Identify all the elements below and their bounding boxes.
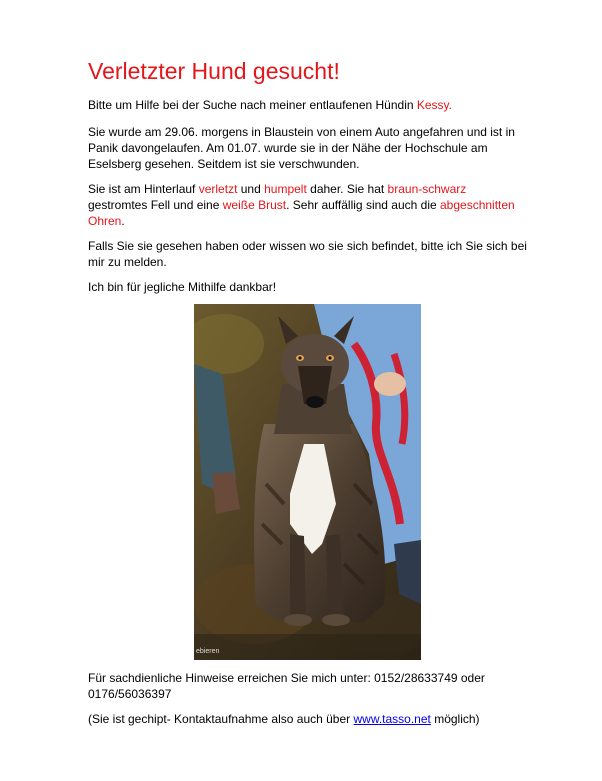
intro-paragraph — [88, 97, 528, 113]
desc-text-3: daher. Sie hat — [306, 182, 388, 196]
incident-paragraph: Sie wurde am 29.06. morgens in Blaustein von einem Auto angefahren und ist in Panik davongelaufen. Am 01.07. wurde sie in der Nähe der Hochschule am Eselsberg gesehen. Seitdem ist sie verschwunden. — [88, 125, 515, 171]
dog-photo-illustration — [194, 304, 421, 660]
desc-text-4: gestromtes Fell und eine — [88, 198, 223, 212]
dog-name: Kessy. — [416, 98, 452, 112]
page-title: Verletzter Hund gesucht! — [88, 58, 340, 84]
desc-text-5: . Sehr auffällig sind auch die — [286, 198, 440, 212]
contact-paragraph: Für sachdienliche Hinweise erreichen Sie mich unter: 0152/28633749 oder 0176/56036397 — [88, 671, 485, 701]
description-paragraph — [88, 181, 528, 229]
desc-cropped-ears: abgeschnitten Ohren — [88, 198, 515, 228]
intro-text: Bitte um Hilfe bei der Suche nach meiner entlaufenen Hündin — [88, 98, 417, 112]
desc-text-1: Sie ist am Hinterlauf — [88, 182, 199, 196]
desc-white-chest: weiße Brust — [222, 198, 287, 212]
request-paragraph: Falls Sie sie gesehen haben oder wissen wo sie sich befindet, bitte ich Sie sich bei mir zu melden. — [88, 239, 527, 269]
chip-paragraph — [88, 711, 528, 727]
desc-text-6: . — [121, 214, 125, 228]
photo-credit: ebieren — [196, 648, 220, 655]
chip-text-1: (Sie ist gechipt- Kontaktaufnahme also auch über — [88, 712, 354, 726]
thanks-paragraph: Ich bin für jegliche Mithilfe dankbar! — [88, 280, 277, 294]
tasso-link[interactable]: www.tasso.net — [353, 712, 431, 726]
desc-injured: verletzt — [198, 182, 238, 196]
chip-text-2: möglich) — [430, 712, 480, 726]
desc-fur-color: braun-schwarz — [387, 182, 467, 196]
desc-limping: humpelt — [264, 182, 307, 196]
desc-text-2: und — [237, 182, 265, 196]
dog-photo — [194, 304, 421, 660]
